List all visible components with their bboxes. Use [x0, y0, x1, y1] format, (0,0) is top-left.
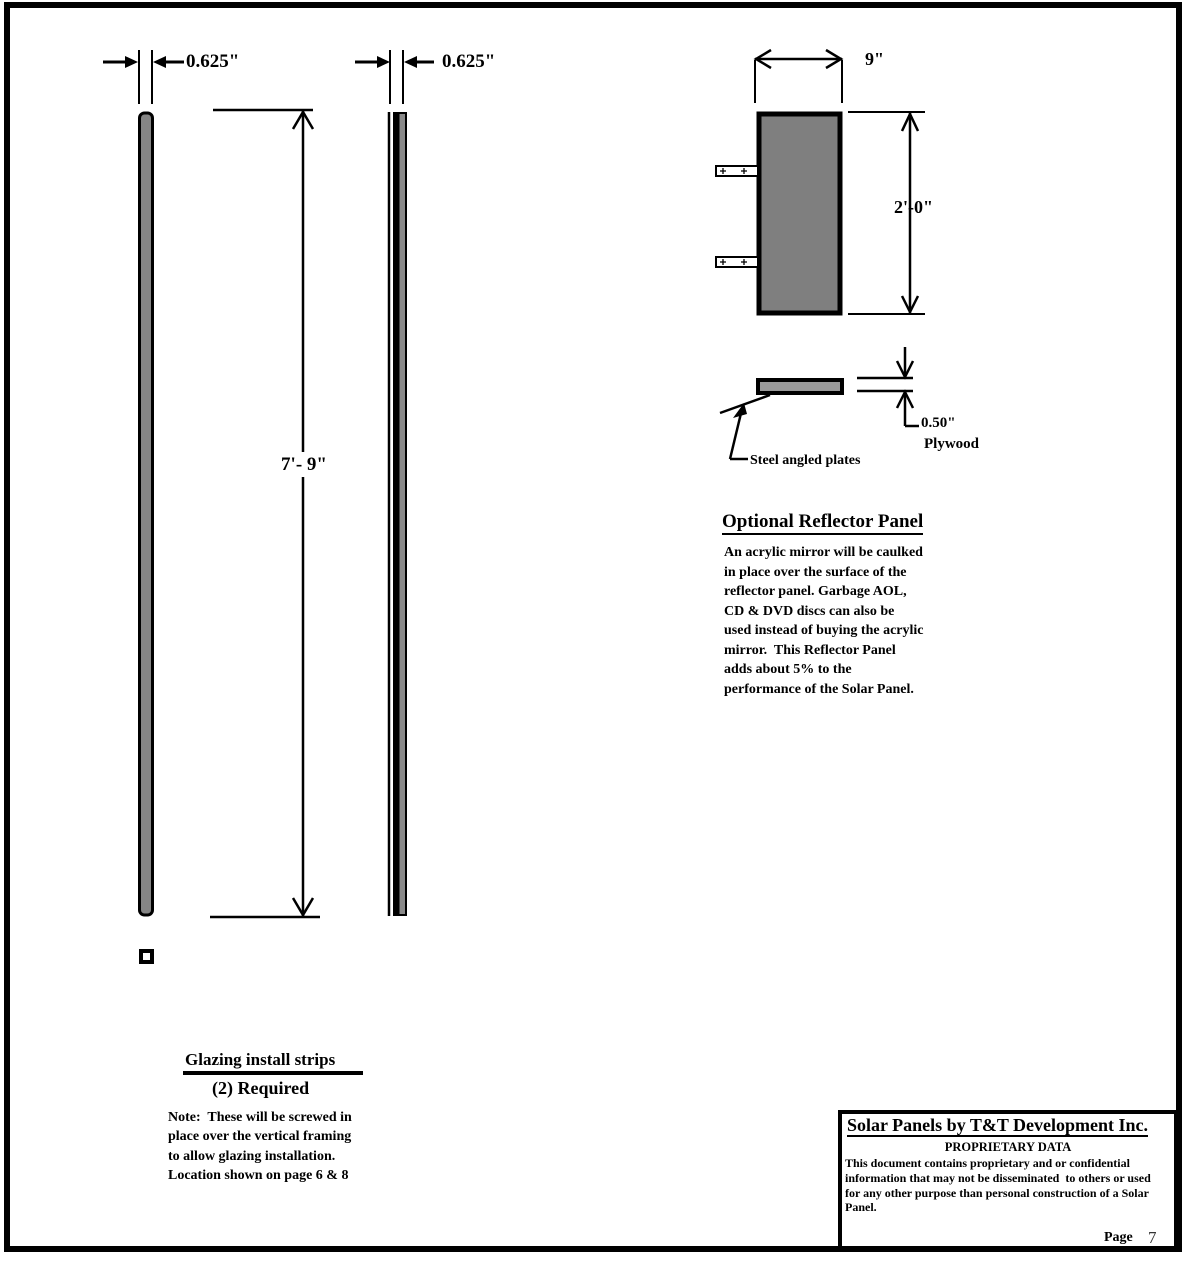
dimension-panel-width [755, 50, 842, 103]
dim-label-plywood-thickness: 0.50" [921, 415, 956, 431]
glazing-note [168, 1108, 352, 1186]
reflector-body-line: CD & DVD discs can also be [724, 603, 895, 619]
page-border [7, 5, 1179, 1249]
dimension-right-strip-width [355, 50, 434, 104]
mounting-tab-bottom [716, 257, 758, 267]
glazing-note-line: to allow glazing installation. [168, 1148, 336, 1164]
reflector-body-line: mirror. This Reflector Panel [724, 642, 896, 658]
reflector-body-line: in place over the surface of the [724, 564, 907, 580]
glazing-heading: Glazing install strips [185, 1050, 336, 1069]
reflector-body-line: performance of the Solar Panel. [724, 681, 914, 697]
reflector-heading: Optional Reflector Panel [722, 512, 923, 535]
mounting-tab-top [716, 166, 758, 176]
steel-plates-leader-arrow [730, 403, 748, 459]
dim-label-panel-height: 2'-0" [894, 197, 933, 217]
titleblock-company: Solar Panels by T&T Development Inc. [847, 1115, 1149, 1135]
small-square-marker [141, 951, 152, 962]
reflector-body [724, 543, 924, 699]
dimension-strip-height [210, 110, 320, 917]
page-label: Page [1104, 1230, 1133, 1245]
glazing-strip-right [389, 112, 406, 916]
dim-label-right-strip-width: 0.625" [442, 51, 496, 72]
dimension-left-strip-width [103, 50, 184, 104]
dim-label-panel-width: 9" [865, 49, 884, 69]
steel-plates-label: Steel angled plates [750, 453, 861, 468]
glazing-note-line: Location shown on page 6 & 8 [168, 1168, 349, 1184]
page-number: 7 [1148, 1228, 1157, 1247]
reflector-body-line: An acrylic mirror will be caulked [724, 545, 923, 560]
dim-label-strip-height: 7'- 9" [264, 452, 344, 477]
titleblock-body [845, 1156, 1151, 1215]
reflector-body-line: adds about 5% to the [724, 662, 852, 677]
glazing-note-line: place over the vertical framing [168, 1129, 352, 1145]
glazing-subheading: (2) Required [212, 1078, 310, 1098]
titleblock-body-line: Panel. [845, 1200, 877, 1215]
reflector-body-line: used instead of buying the acrylic [724, 623, 924, 638]
glazing-note-line: Note: These will be screwed in [168, 1110, 352, 1125]
reflector-panel-side [758, 380, 842, 393]
titleblock-body-line: for any other purpose than personal construction of a Solar [845, 1185, 1149, 1200]
reflector-body-line: reflector panel. Garbage AOL, [724, 584, 907, 599]
reflector-panel-front [759, 114, 840, 313]
plywood-label: Plywood [924, 436, 980, 452]
dim-label-left-strip-width: 0.625" [186, 51, 240, 72]
titleblock-body-line: This document contains proprietary and or confidential [845, 1156, 1130, 1170]
titleblock-body-line: information that may not be disseminated to others or used [845, 1170, 1151, 1185]
dimension-plywood-thickness [857, 347, 919, 426]
titleblock-classification: PROPRIETARY DATA [944, 1140, 1072, 1154]
glazing-strip-left [140, 113, 153, 915]
